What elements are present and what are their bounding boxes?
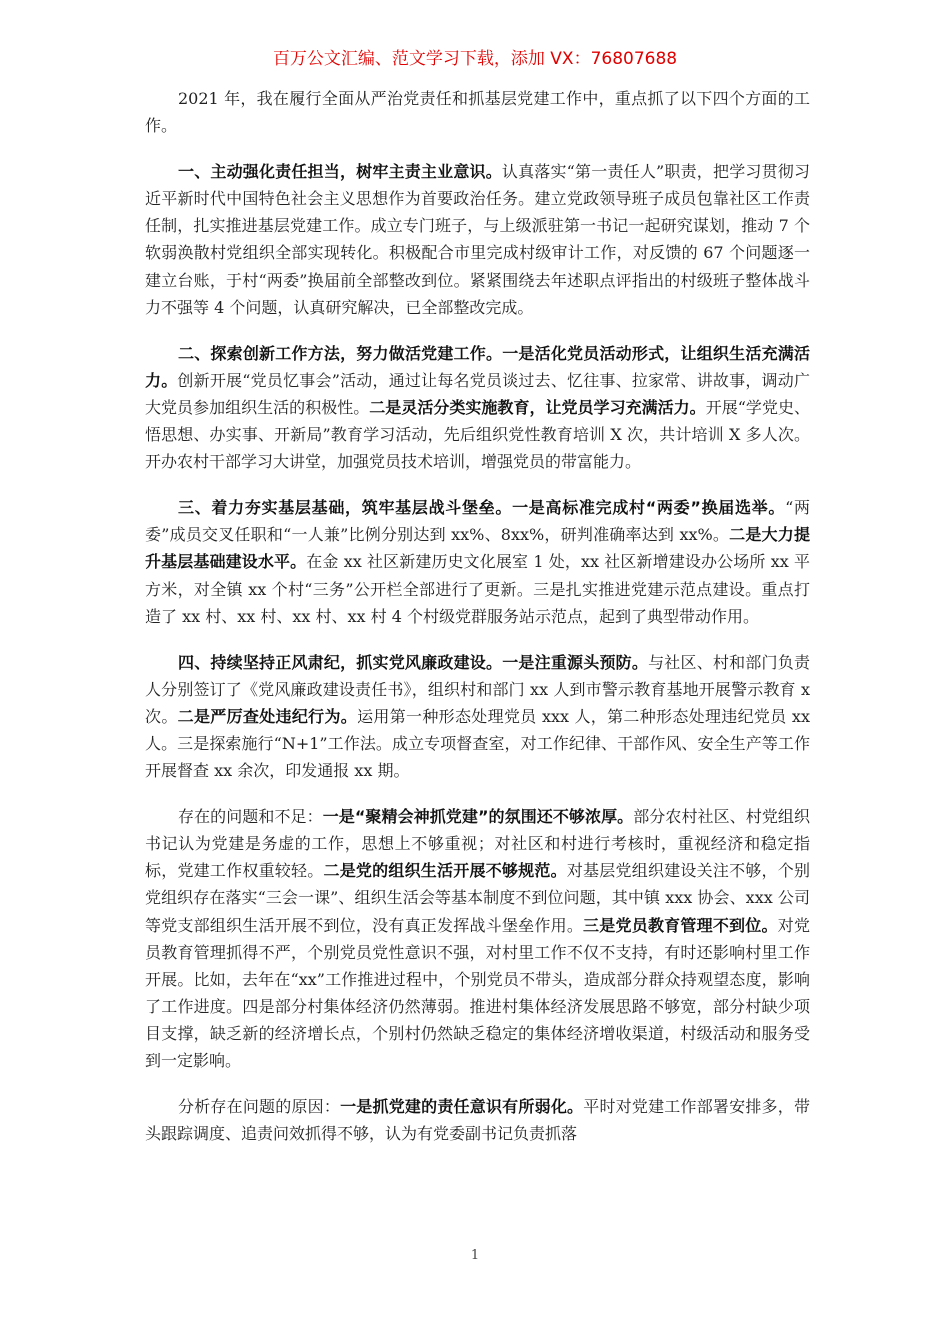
bold-phrase: 一是“聚精会神抓党建”的氛围还不够浓厚。 xyxy=(322,807,634,827)
paragraph xyxy=(145,340,810,475)
text-run: 与社区、村和部门负责人分别签订了《党风廉政建设责任书》，组织村和部门 xx 人到市警示教育基地开展警示教育 x 次。 xyxy=(145,652,810,726)
bold-phrase: 二是严厉查处违纪行为。 xyxy=(177,706,358,726)
page-number: 1 xyxy=(470,1248,480,1263)
bold-phrase: 三是党员教育管理不到位。 xyxy=(583,915,778,935)
text-run: 创新开展“党员忆事会”活动，通过让每名党员谈过去、忆往事、拉家常、讲故事，调动广大党员参加组织生活的积极性。 xyxy=(145,370,810,417)
text-run: 存在的问题和不足： xyxy=(178,807,323,827)
bold-phrase: 二是大力提升基层基础建设水平。 xyxy=(145,525,810,572)
bold-phrase: 二是灵活分类实施教育，让党员学习充满活力。 xyxy=(369,397,706,417)
section-heading: 二、探索创新工作方法，努力做活党建工作。一是活化党员活动形式，让组织生活充满活力。 xyxy=(145,343,810,390)
document-body xyxy=(145,85,810,1166)
paragraph xyxy=(145,85,810,139)
bold-phrase: 二是党的组织生活开展不够规范。 xyxy=(323,861,567,881)
header-banner: 百万公文汇编、范文学习下载，添加 VX：76807688 xyxy=(272,49,678,69)
paragraph xyxy=(145,1093,810,1147)
section-heading: 一、主动强化责任担当，树牢主责主业意识。 xyxy=(178,162,502,182)
text-run: “两委”成员交叉任职和“一人兼”比例分别达到 xx%、8xx%，研判准确率达到 xx%。 xyxy=(145,498,810,545)
text-run: 运用第一种形态处理党员 xxx 人，第二种形态处理违纪党员 xx 人。三是探索施行“N+1”工作法。成立专项督查室，对工作纪律、干部作风、安全生产等工作开展督查 xx 余次，印发通报 xx 期。 xyxy=(145,706,810,781)
paragraph xyxy=(145,158,810,321)
text-run: 对党员教育管理抓得不严，个别党员党性意识不强，对村里工作不仅不支持，有时还影响村里工作开展。比如，去年在“xx”工作推进过程中，个别党员不带头，造成部分群众持观望态度，影响了工作进度。四是部分村集体经济仍然薄弱。推进村集体经济发展思路不够宽，部分村缺少项目支撑，缺乏新的经济增长点，个别村仍然缺乏稳定的集体经济增收渠道，村级活动和服务受到一定影响。 xyxy=(145,915,810,1070)
paragraph xyxy=(145,494,810,629)
text-run: 2021 年，我在履行全面从严治党责任和抓基层党建工作中，重点抓了以下四个方面的工作。 xyxy=(145,89,810,136)
section-heading: 四、持续坚持正风肃纪，抓实党风廉政建设。一是注重源头预防。 xyxy=(178,652,649,672)
section-heading: 三、着力夯实基层基础，筑牢基层战斗堡垒。一是高标准完成村“两委”换届选举。 xyxy=(178,498,786,518)
text-run: 平时对党建工作部署安排多，带头跟踪调度、追责问效抓得不够，认为有党委副书记负责抓落 xyxy=(145,1097,810,1144)
text-run: 分析存在问题的原因： xyxy=(178,1097,341,1117)
bold-phrase: 一是抓党建的责任意识有所弱化。 xyxy=(340,1097,584,1117)
text-run: 在金 xx 社区新建历史文化展室 1 处，xx 社区新增建设办公场所 xx 平方米，对全镇 xx 个村“三务”公开栏全部进行了更新。三是扎实推进党建示范点建设。重点打造了 xx 村、xx 村、xx 村、xx 村 4 个村级党群服务站示范点，起到了典型带动作用。 xyxy=(145,552,810,626)
text-run: 部分农村社区、村党组织书记认为党建是务虚的工作，思想上不够重视；对社区和村进行考核时，重视经济和稳定指标，党建工作权重较轻。 xyxy=(145,807,810,881)
text-run: 对基层党组织建设关注不够，个别党组织存在落实“三会一课”、组织生活会等基本制度不到位问题，其中镇 xxx 协会、xxx 公司等党支部组织生活开展不到位，没有真正发挥战斗堡垒作用。 xyxy=(145,861,810,935)
text-run: 认真落实“第一责任人”职责，把学习贯彻习近平新时代中国特色社会主义思想作为首要政治任务。建立党政领导班子成员包靠社区工作责任制，扎实推进基层党建工作。成立专门班子，与上级派驻第一书记一起研究谋划，推动 7 个软弱涣散村党组织全部实现转化。积极配合市里完成村级审计工作，对反馈的 67 个问题逐一建立台账，于村“两委”换届前全部整改到位。紧紧围绕去年述职点评指出的村级班子整体战斗力不强等 4 个问题，认真研究解决，已全部整改完成。 xyxy=(145,162,810,317)
paragraph xyxy=(145,803,810,1074)
text-run: 开展“学党史、悟思想、办实事、开新局”教育学习活动，先后组织党性教育培训 X 次，共计培训 X 多人次。开办农村干部学习大讲堂，加强党员技术培训，增强党员的带富能力。 xyxy=(145,397,810,472)
paragraph xyxy=(145,649,810,784)
